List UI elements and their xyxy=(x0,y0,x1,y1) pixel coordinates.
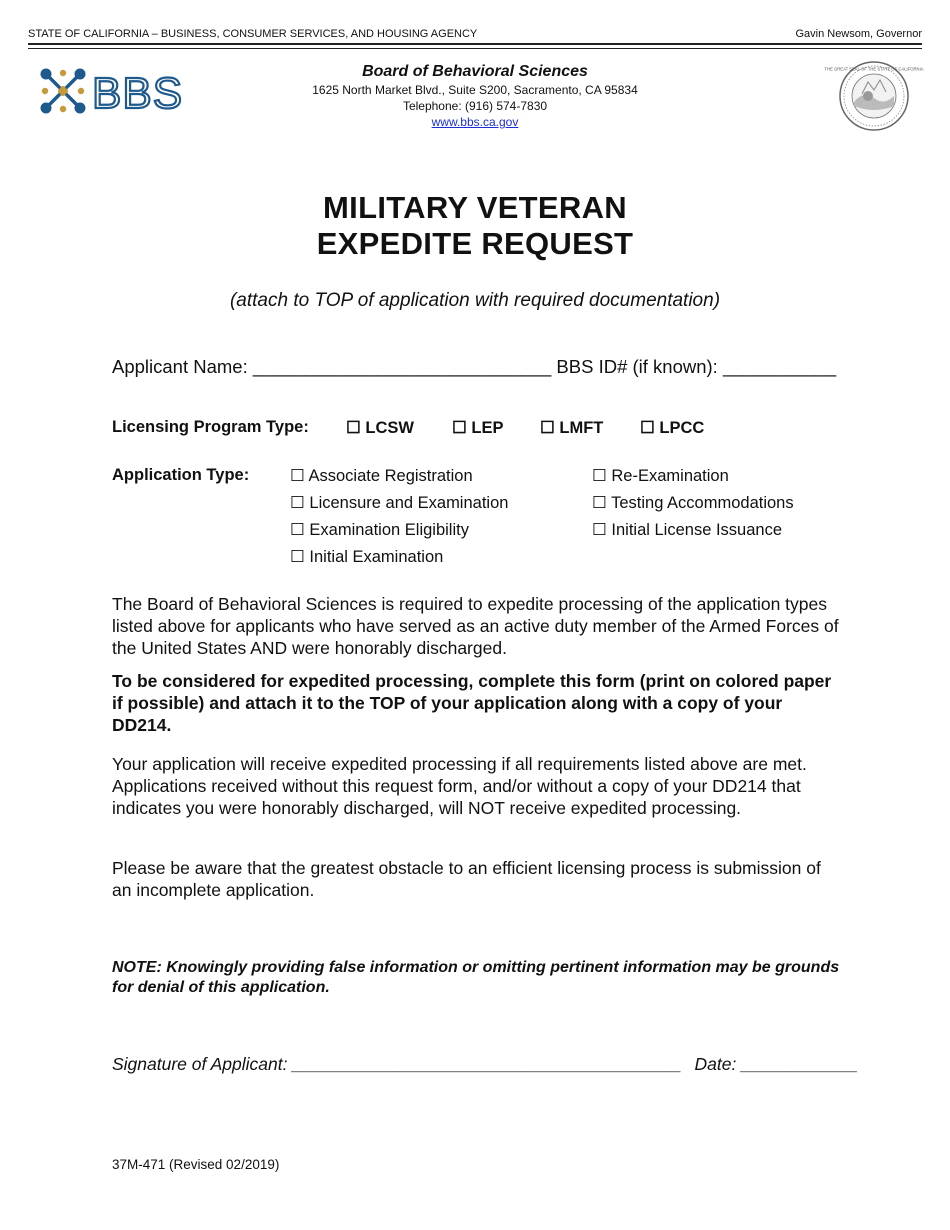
checkbox-icon: ☐ xyxy=(592,521,607,539)
checkbox-testing-accommodations[interactable]: ☐ Testing Accommodations xyxy=(592,494,794,512)
paragraph-warning: Please be aware that the greatest obstacle to an efficient licensing process is submission of an incomplete application. xyxy=(112,858,821,900)
form-number: 37M-471 (Revised 02/2019) xyxy=(112,1157,280,1172)
paragraph-processing: Your application will receive expedited processing if all requirements listed above are met. Applications received without this request form, and/or without a copy of your DD214 that indicates you were honorably discharged, will NOT receive expedited processing. xyxy=(112,754,807,818)
paragraph-requirement: The Board of Behavioral Sciences is required to expedite processing of the application types listed above for applicants who have served as an active duty member of the Armed Forces of the United States AND were honorably discharged. xyxy=(112,594,839,658)
board-website-link[interactable]: www.bbs.ca.gov xyxy=(431,115,519,129)
checkbox-icon: ☐ xyxy=(592,467,607,485)
checkbox-icon: ☐ xyxy=(452,419,467,437)
board-address: 1625 North Market Blvd., Suite S200, Sacramento, CA 95834 xyxy=(312,83,638,97)
divider xyxy=(28,48,922,49)
checkbox-associate-registration[interactable]: ☐ Associate Registration xyxy=(290,467,473,485)
checkbox-lcsw[interactable]: ☐ LCSW xyxy=(346,419,414,437)
agency-bar xyxy=(28,28,922,44)
seal-text: THE GREAT SEAL OF THE STATE OF CALIFORNIA xyxy=(824,66,924,72)
california-state-seal-icon xyxy=(824,60,924,132)
divider xyxy=(28,43,922,45)
title-line-1: MILITARY VETERAN xyxy=(323,190,627,225)
bbs-id-label: BBS ID# (if known): xyxy=(556,356,718,377)
applicant-row xyxy=(112,356,836,378)
application-type-label: Application Type: xyxy=(112,466,250,484)
signature-field[interactable]: ________________________________________ xyxy=(292,1054,682,1074)
bbs-logo xyxy=(36,64,211,118)
bbs-logo-mark-icon xyxy=(41,69,86,114)
signature-label: Signature of Applicant: xyxy=(112,1054,288,1074)
checkbox-examination-eligibility[interactable]: ☐ Examination Eligibility xyxy=(290,521,469,539)
licensing-program-label: Licensing Program Type: xyxy=(112,418,309,436)
checkbox-icon: ☐ xyxy=(640,419,655,437)
bbs-logo-text: BBS xyxy=(92,69,184,118)
checkbox-icon: ☐ xyxy=(592,494,607,512)
date-label: Date: xyxy=(694,1054,737,1074)
checkbox-lmft[interactable]: ☐ LMFT xyxy=(540,419,604,437)
applicant-name-field[interactable]: _____________________________ xyxy=(252,356,552,377)
checkbox-initial-examination[interactable]: ☐ Initial Examination xyxy=(290,548,444,566)
title-line-2: EXPEDITE REQUEST xyxy=(316,226,634,261)
checkbox-initial-license-issuance[interactable]: ☐ Initial License Issuance xyxy=(592,521,782,539)
form-title xyxy=(0,190,950,262)
checkbox-icon: ☐ xyxy=(290,548,305,566)
note-false-information: NOTE: Knowingly providing false information or omitting pertinent information may be grounds for denial of this application. xyxy=(112,959,840,996)
checkbox-lpcc[interactable]: ☐ LPCC xyxy=(640,419,705,437)
date-field[interactable]: ____________ xyxy=(741,1054,858,1074)
signature-row xyxy=(112,1054,858,1075)
governor-name: Gavin Newsom, Governor xyxy=(795,28,922,40)
checkbox-licensure-and-examination[interactable]: ☐ Licensure and Examination xyxy=(290,494,509,512)
board-phone: Telephone: (916) 574-7830 xyxy=(402,99,548,113)
bbs-id-field[interactable]: ___________ xyxy=(722,356,837,377)
checkbox-re-examination[interactable]: ☐ Re-Examination xyxy=(592,467,729,485)
checkbox-icon: ☐ xyxy=(290,494,305,512)
agency-name: STATE OF CALIFORNIA – BUSINESS, CONSUMER SERVICES, AND HOUSING AGENCY xyxy=(28,28,478,40)
checkbox-icon: ☐ xyxy=(290,467,305,485)
board-name: Board of Behavioral Sciences xyxy=(362,63,588,80)
paragraph-instructions: To be considered for expedited processing, complete this form (print on colored paper if possible) and attach it to the TOP of your application along with a copy of your DD214. xyxy=(112,671,832,735)
checkbox-icon: ☐ xyxy=(540,419,555,437)
checkbox-lep[interactable]: ☐ LEP xyxy=(452,419,504,437)
form-subtitle: (attach to TOP of application with required documentation) xyxy=(229,290,721,311)
checkbox-icon: ☐ xyxy=(346,419,361,437)
applicant-name-label: Applicant Name: xyxy=(112,356,248,377)
board-header xyxy=(300,62,650,130)
checkbox-icon: ☐ xyxy=(290,521,305,539)
